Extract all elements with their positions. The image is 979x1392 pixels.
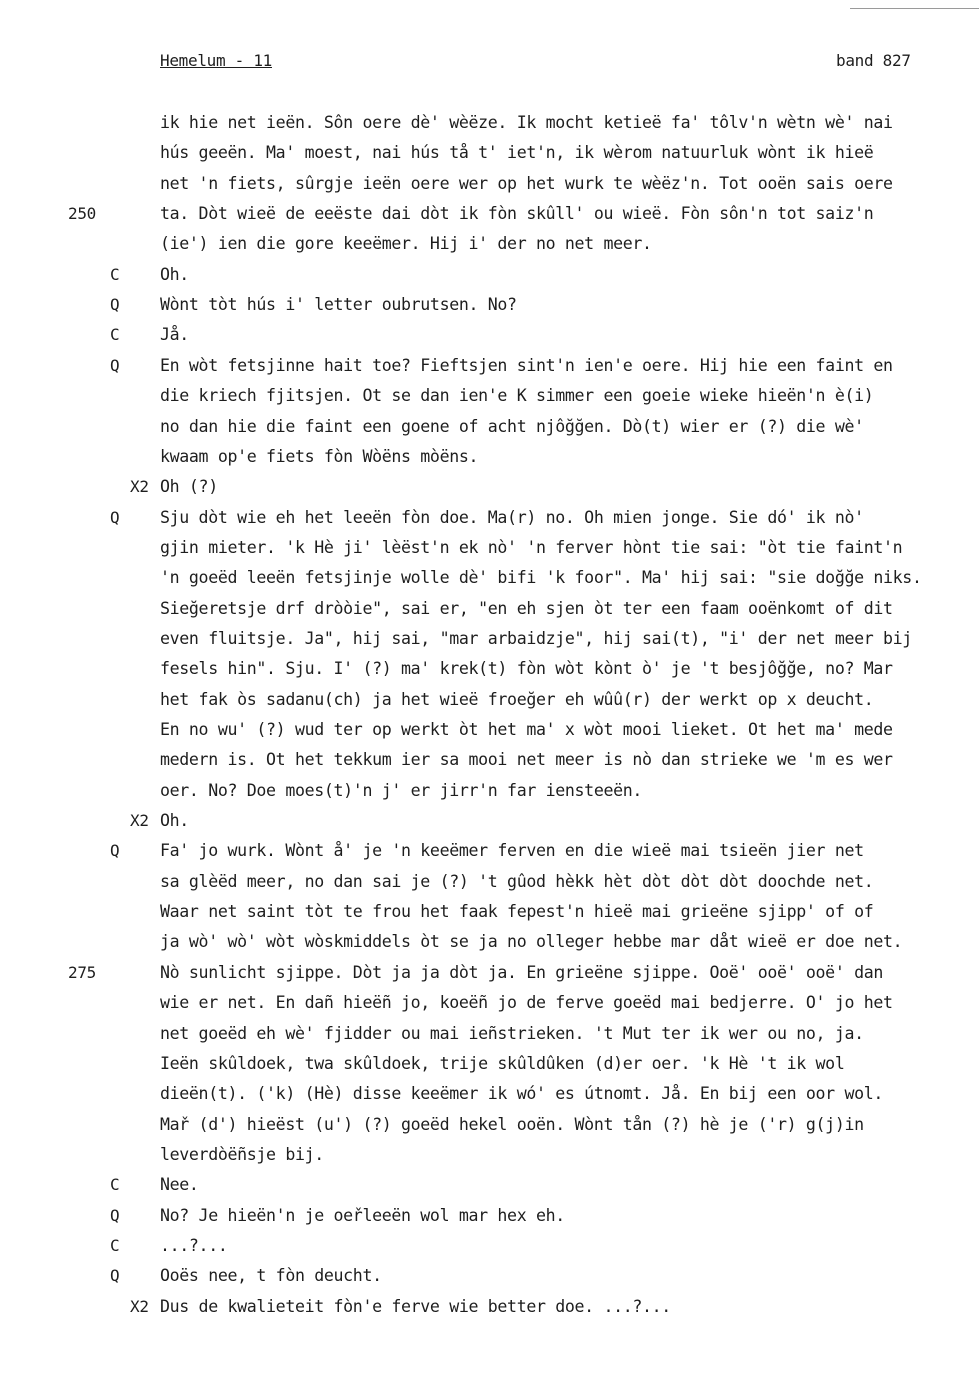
speaker-label: Q: [110, 295, 120, 314]
transcript-line: Sieğeretsje drf dròòie", sai er, "en eh sjen òt ter een faam ooënkomt of dit: [160, 599, 893, 618]
transcript-line: ik hie net ieën. Sôn oere dè' wèëze. Ik mocht ketieë fa' tôlv'n wètn wè' nai: [160, 113, 893, 132]
transcript-line: medern is. Ot het tekkum ier sa mooi net meer is nò dan strieke we 'm es wer: [160, 750, 893, 769]
transcript-line: Dus de kwalieteit fòn'e ferve wie better doe. ...?...: [160, 1297, 671, 1316]
transcript-line: Oh.: [160, 811, 189, 830]
speaker-label: C: [110, 265, 120, 284]
transcript-line: oer. No? Doe moes(t)'n j' er jirr'n far iensteeën.: [160, 781, 643, 800]
transcript-line: Sju dòt wie eh het leeën fòn doe. Ma(r) no. Oh mien jonge. Sie dó' ik nò': [160, 508, 864, 527]
header-title: Hemelum - 11: [160, 51, 272, 70]
speaker-label: C: [110, 325, 120, 344]
transcript-line: En wòt fetsjinne hait toe? Fieftsjen sint'n ien'e oere. Hij hie een faint en: [160, 356, 893, 375]
transcript-line: dieën(t). ('k) (Hè) disse keeëmer ik wó' es útnomt. Jå. En bij een oor wol.: [160, 1084, 884, 1103]
speaker-label: Q: [110, 356, 120, 375]
speaker-label: X2: [130, 1297, 149, 1316]
speaker-label: Q: [110, 841, 120, 860]
transcript-line: Nee.: [160, 1175, 199, 1194]
line-number: 250: [68, 204, 96, 223]
line-number: 275: [68, 963, 96, 982]
transcript-line: ta. Dòt wieë de eeëste dai dòt ik fòn skûll' ou wieë. Fòn sôn'n tot saiz'n: [160, 204, 874, 223]
speaker-label: Q: [110, 508, 120, 527]
transcript-line: die kriech fjitsjen. Ot se dan ien'e K simmer een goeie wieke hieën'n è(i): [160, 386, 874, 405]
transcript-line: ja wò' wò' wòt wòskmiddels òt se ja no olleger hebbe mar dåt wieë er doe net.: [160, 932, 903, 951]
transcript-line: (ie') ien die gore keeëmer. Hij i' der no net meer.: [160, 234, 652, 253]
transcript-line: ...?...: [160, 1236, 228, 1255]
transcript-line: No? Je hieën'n je oeřleeën wol mar hex eh.: [160, 1206, 565, 1225]
transcript-line: hús geeën. Ma' moest, nai hús tå t' iet'n, ik wèrom natuurluk wònt ik hieë: [160, 143, 874, 162]
transcript-line: En no wu' (?) wud ter op werkt òt het ma' x wòt mooi lieket. Ot het ma' mede: [160, 720, 893, 739]
transcript-line: leverdòëñsje bij.: [160, 1145, 324, 1164]
transcript-line: net goeëd eh wè' fjidder ou mai ieñstrieken. 't Mut ter ik wer ou no, ja.: [160, 1024, 864, 1043]
transcript-line: Oh.: [160, 265, 189, 284]
transcript-line: even fluitsje. Ja", hij sai, "mar arbaidzje", hij sai(t), "i' der net meer bij: [160, 629, 912, 648]
transcript-line: fesels hin". Sju. I' (?) ma' krek(t) fòn wòt kònt ò' je 't besjôğğe, no? Mar: [160, 659, 893, 678]
transcript-line: Waar net saint tòt te frou het faak fepest'n hieë mai grieëne sjipp' of of: [160, 902, 874, 921]
speaker-label: X2: [130, 477, 149, 496]
transcript-line: kwaam op'e fiets fòn Wòëns mòëns.: [160, 447, 479, 466]
transcript-line: wie er net. En dañ hieëñ jo, koeëñ jo de ferve goeëd mai bedjerre. O' jo het: [160, 993, 893, 1012]
transcript-line: sa glèëd meer, no dan sai je (?) 't gûod hèkk hèt dòt dòt dòt doochde net.: [160, 872, 874, 891]
speaker-label: C: [110, 1175, 120, 1194]
transcript-line: gjin mieter. 'k Hè ji' lèëst'n ek nò' 'n ferver hònt tie sai: "òt tie faint'n: [160, 538, 903, 557]
speaker-label: Q: [110, 1266, 120, 1285]
transcript-line: net 'n fiets, sûrgje ieën oere wer op het wurk te wèëz'n. Tot ooën sais oere: [160, 174, 893, 193]
transcript-line: het fak òs sadanu(ch) ja het wieë froeğer eh wûû(r) der werkt op x deucht.: [160, 690, 874, 709]
transcript-line: Ieën skûldoek, twa skûldoek, trije skûldûken (d)er oer. 'k Hè 't ik wol: [160, 1054, 845, 1073]
transcript-line: Jå.: [160, 325, 189, 344]
speaker-label: X2: [130, 811, 149, 830]
transcript-line: Oh (?): [160, 477, 218, 496]
transcript-line: Ooës nee, t fòn deucht.: [160, 1266, 382, 1285]
speaker-label: C: [110, 1236, 120, 1255]
transcript-line: Mař (d') hieëst (u') (?) goeëd hekel ooën. Wònt tån (?) hè je ('r) g(j)in: [160, 1115, 864, 1134]
transcript-line: Fa' jo wurk. Wònt å' je 'n keeëmer ferven en die wieë mai tsieën jier net: [160, 841, 864, 860]
header-band: band 827: [836, 51, 911, 70]
transcript-line: no dan hie die faint een goene of acht njôğğen. Dò(t) wier er (?) die wè': [160, 417, 864, 436]
transcript-line: Nò sunlicht sjippe. Dòt ja ja dòt ja. En grieëne sjippe. Ooë' ooë' ooë' dan: [160, 963, 884, 982]
transcript-line: Wònt tòt hús i' letter oubrutsen. No?: [160, 295, 517, 314]
transcript-line: 'n goeëd leeën fetsjinje wolle dè' bifi 'k foor". Ma' hij sai: "sie doğğe niks.: [160, 568, 922, 587]
speaker-label: Q: [110, 1206, 120, 1225]
